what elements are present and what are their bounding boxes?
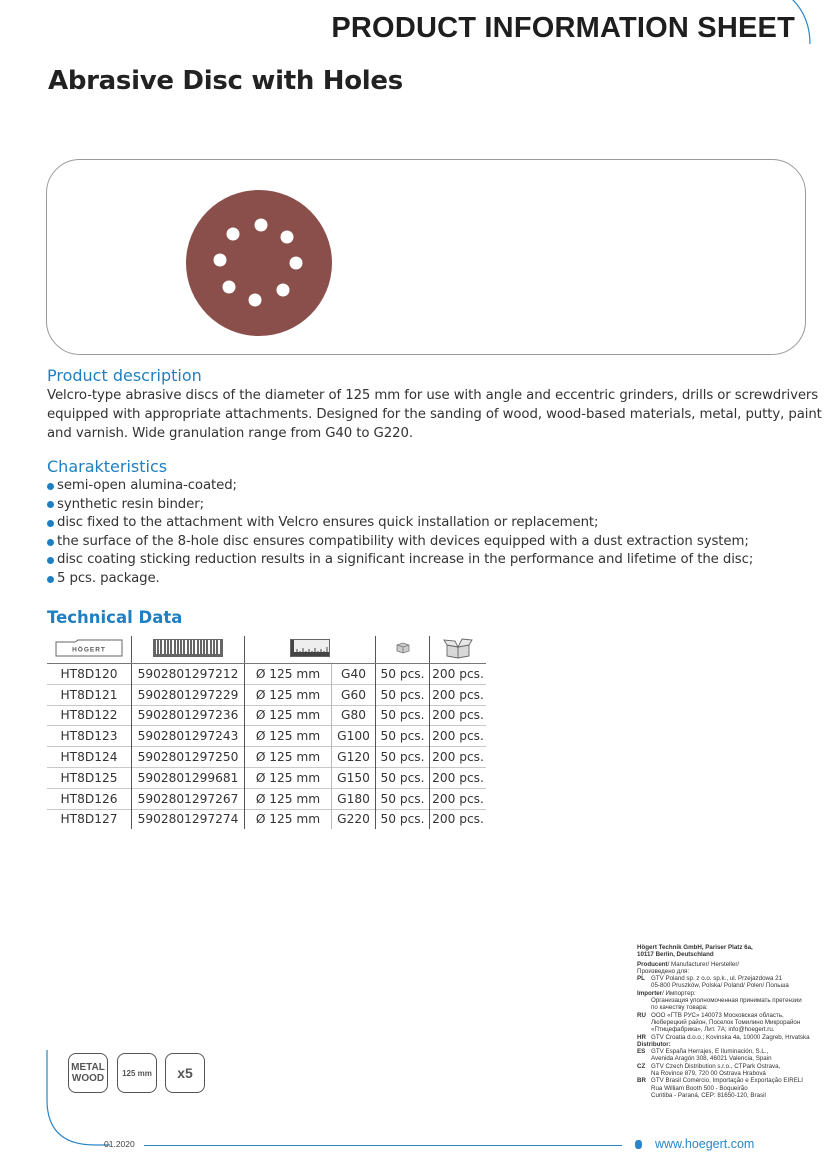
list-item-text: the surface of the 8-hole disc ensures compatibility with devices equipped with a dust extraction system; xyxy=(57,533,749,549)
country-code: RU xyxy=(637,1011,646,1019)
ean-code-cell: 5902801297212 xyxy=(132,664,245,685)
diameter-cell: Ø 125 mm xyxy=(245,705,332,726)
quantity-label: x5 xyxy=(177,1065,193,1081)
diameter-cell: Ø 125 mm xyxy=(245,747,332,768)
carton-quantity-cell: 200 pcs. xyxy=(430,684,487,705)
address-line: «Птицефабрика», Лит. 7А; info@hoegert.ru. xyxy=(651,1026,775,1034)
diameter-cell: Ø 125 mm xyxy=(245,788,332,809)
table-row xyxy=(47,726,486,747)
table-row xyxy=(47,705,486,726)
ean-code-cell: 5902801297267 xyxy=(132,788,245,809)
diameter-cell: Ø 125 mm xyxy=(245,726,332,747)
address-line: Rua William Booth 500 - Boqueirão xyxy=(651,1084,748,1092)
carton-box-icon xyxy=(430,636,487,664)
carton-quantity-cell: 200 pcs. xyxy=(430,747,487,768)
pack-quantity-cell: 50 pcs. xyxy=(376,664,430,685)
address-line: ООО «ГТВ РУС» 140073 Московская область, xyxy=(651,1011,784,1019)
address-line: по качеству товара: xyxy=(651,1004,708,1012)
product-image-frame xyxy=(46,159,806,355)
ruler-icon xyxy=(245,636,376,664)
list-item-text: synthetic resin binder; xyxy=(57,496,204,512)
bullet-icon xyxy=(47,483,54,490)
importer-label: Importer xyxy=(637,989,663,997)
diameter-cell: Ø 125 mm xyxy=(245,684,332,705)
grit-cell: G150 xyxy=(332,767,376,788)
address-line: GTV Poland sp. z o.o. sp.k., ul. Przejazdowa 21 xyxy=(651,975,783,983)
table-row xyxy=(47,809,486,829)
product-code-cell: HT8D124 xyxy=(60,750,118,765)
footer-date: 01.2020 xyxy=(104,1139,135,1149)
list-item-text: disc coating sticking reduction results in a significant increase in the performance and lifetime of the disc; xyxy=(57,552,754,568)
product-code-cell: HT8D122 xyxy=(60,708,118,723)
product-code-cell: HT8D120 xyxy=(60,666,118,681)
table-row xyxy=(47,767,486,788)
bullet-icon xyxy=(47,520,54,527)
product-code-cell: HT8D127 xyxy=(60,812,118,827)
address-line: GTV Croatia d.o.o.; Kovinska 4a, 10000 Zagreb, Hrvatska xyxy=(651,1033,810,1041)
ean-code-cell: 5902801299681 xyxy=(132,767,245,788)
technical-data-table xyxy=(47,636,486,829)
quantity-badge xyxy=(165,1053,205,1093)
website-link[interactable]: www.hoegert.com xyxy=(655,1137,755,1151)
carton-quantity-cell: 200 pcs. xyxy=(430,726,487,747)
sheet-title: PRODUCT INFORMATION SHEET xyxy=(331,12,795,44)
distributor-label: Distributor: xyxy=(637,1040,671,1048)
address-line: GTV Brasil Comércio, Importação e Exportação EIRELI xyxy=(651,1077,803,1085)
grit-cell: G120 xyxy=(332,747,376,768)
size-label: 125 mm xyxy=(122,1068,152,1078)
pack-quantity-cell: 50 pcs. xyxy=(376,684,430,705)
address-line: Curitiba - Paraná, CEP: 81650-120, Brasil xyxy=(651,1091,766,1099)
list-item xyxy=(47,496,837,515)
carton-quantity-cell: 200 pcs. xyxy=(430,788,487,809)
grit-cell: G40 xyxy=(332,664,376,685)
producent-label: Producent xyxy=(637,960,668,968)
carton-quantity-cell: 200 pcs. xyxy=(430,664,487,685)
ean-code-cell: 5902801297243 xyxy=(132,726,245,747)
grit-cell: G220 xyxy=(332,809,376,829)
list-item xyxy=(47,551,837,570)
list-item xyxy=(47,514,837,533)
corner-decoration xyxy=(788,0,818,44)
country-code: BR xyxy=(637,1077,646,1085)
material-wood-label: WOOD xyxy=(71,1073,105,1084)
characteristics-heading: Charakteristics xyxy=(47,457,168,476)
brand-tag-icon xyxy=(47,636,132,664)
company-line: 10117 Berlin, Deutschland xyxy=(637,951,714,959)
ean-code-cell: 5902801297250 xyxy=(132,747,245,768)
brand-label: HÖGERT xyxy=(72,646,106,654)
footer-curve-decoration xyxy=(40,1050,110,1150)
list-item-text: semi-open alumina-coated; xyxy=(57,478,237,493)
grit-cell: G60 xyxy=(332,684,376,705)
product-code-cell: HT8D121 xyxy=(60,687,118,702)
list-item xyxy=(47,477,837,496)
address-line: Люберецкий район, Поселок Томилино Микрорайон xyxy=(651,1018,801,1026)
list-item-text: disc fixed to the attachment with Velcro ensures quick installation or replacement; xyxy=(57,515,599,531)
address-line: Avenida Aragón 308, 46021 Valencia, Spain xyxy=(651,1055,772,1063)
product-title: Abrasive Disc with Holes xyxy=(48,66,403,96)
product-code-cell: HT8D123 xyxy=(60,729,118,744)
pack-quantity-cell: 50 pcs. xyxy=(376,809,430,829)
list-item xyxy=(47,570,837,589)
carton-quantity-cell: 200 pcs. xyxy=(430,767,487,788)
country-code: HR xyxy=(637,1033,646,1041)
pack-quantity-cell: 50 pcs. xyxy=(376,705,430,726)
producent-ru: Произведено для: xyxy=(637,967,690,975)
table-row xyxy=(47,664,486,685)
table-row xyxy=(47,788,486,809)
carton-quantity-cell: 200 pcs. xyxy=(430,705,487,726)
barcode-icon xyxy=(132,636,245,664)
footer-bullet-icon xyxy=(635,1140,642,1149)
country-code: ES xyxy=(637,1048,646,1056)
grit-cell: G80 xyxy=(332,705,376,726)
importer-text: / Импортер: xyxy=(662,989,696,997)
country-code: PL xyxy=(637,975,645,983)
grit-cell: G180 xyxy=(332,788,376,809)
address-line: GTV Czech Distribution s.r.o., CTPark Ostrava, xyxy=(651,1062,781,1070)
diameter-cell: Ø 125 mm xyxy=(245,809,332,829)
list-item-text: 5 pcs. package. xyxy=(57,570,160,586)
product-code-cell: HT8D126 xyxy=(60,791,118,806)
diameter-cell: Ø 125 mm xyxy=(245,767,332,788)
bullet-icon xyxy=(47,539,54,546)
ean-code-cell: 5902801297236 xyxy=(132,705,245,726)
size-badge xyxy=(117,1053,157,1093)
bullet-icon xyxy=(47,501,54,508)
table-header-row xyxy=(47,636,486,664)
list-item xyxy=(47,533,837,552)
address-line: Организация уполномоченная принимать претензии xyxy=(651,997,802,1005)
pack-quantity-cell: 50 pcs. xyxy=(376,788,430,809)
country-code: CZ xyxy=(637,1062,646,1070)
abrasive-disc-image xyxy=(186,190,332,336)
address-line: Na Rovince 879, 720 00 Ostrava Hrabová xyxy=(651,1070,766,1078)
small-box-icon xyxy=(376,636,430,664)
characteristics-list xyxy=(47,477,837,589)
technical-data-heading: Technical Data xyxy=(47,608,183,627)
bullet-icon xyxy=(47,557,54,564)
footer-divider xyxy=(144,1145,622,1146)
diameter-cell: Ø 125 mm xyxy=(245,664,332,685)
pack-quantity-cell: 50 pcs. xyxy=(376,767,430,788)
imprint-block xyxy=(637,944,837,1099)
pack-quantity-cell: 50 pcs. xyxy=(376,747,430,768)
product-code-cell: HT8D125 xyxy=(60,770,118,785)
address-line: 05-800 Pruszków, Polska/ Poland/ Polen/ Польша xyxy=(651,982,789,990)
company-line: Högert Technik GmbH, Pariser Platz 6a, xyxy=(637,944,753,951)
table-row xyxy=(47,747,486,768)
bullet-icon xyxy=(47,576,54,583)
ean-code-cell: 5902801297274 xyxy=(132,809,245,829)
pack-quantity-cell: 50 pcs. xyxy=(376,726,430,747)
material-metal-label: METAL xyxy=(71,1062,105,1073)
producent-text: / Manufacturer/ Hersteller/ xyxy=(667,960,740,968)
ean-code-cell: 5902801297229 xyxy=(132,684,245,705)
carton-quantity-cell: 200 pcs. xyxy=(430,809,487,829)
table-row xyxy=(47,684,486,705)
description-text: Velcro-type abrasive discs of the diameter of 125 mm for use with angle and eccentric grinders, drills or screwdrivers equipped with appropriate attachments. Designed for the sanding of wood, wood-based materials, metal, putty, paint and varnish. Wide granulation range from G40 to G220. xyxy=(47,388,822,441)
grit-cell: G100 xyxy=(332,726,376,747)
address-line: GTV España Herrajes, E Iluminación, S.L., xyxy=(651,1048,769,1056)
description-heading: Product description xyxy=(47,366,202,385)
